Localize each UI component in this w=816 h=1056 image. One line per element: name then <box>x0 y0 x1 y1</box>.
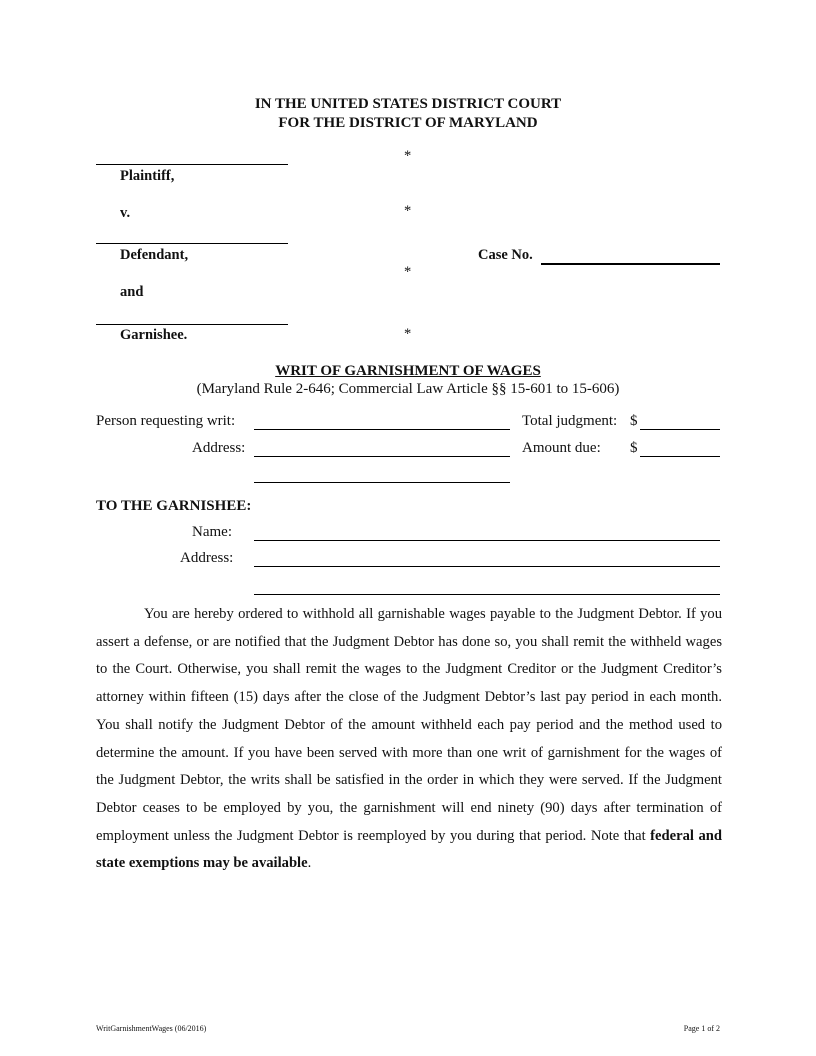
writ-title: WRIT OF GARNISHMENT OF WAGES <box>275 363 541 379</box>
defendant-name-line[interactable] <box>96 243 288 244</box>
garnishee-name-label: Name: <box>192 524 232 540</box>
dollar-sign: $ <box>630 440 638 456</box>
total-judgment-line[interactable] <box>640 429 720 430</box>
requester-address-line[interactable] <box>254 456 510 457</box>
garnishee-address-label: Address: <box>180 550 234 566</box>
order-paragraph <box>96 601 722 878</box>
garnishee-label: Garnishee. <box>120 327 188 343</box>
order-text: You are hereby ordered to withhold all garnishable wages payable to the Judgment Debtor. If you assert a defense, or are notified that the Judgment Debtor has done so, you shall remit the withheld wages to the Court. Otherwise, you shall remit the wages to the Judgment Creditor or the Judgment Creditor’s attorney within fifteen (15) days after the close of the Judgment Debtor’s last pay period in each month. You shall notify the Judgment Debtor of the amount withheld each pay period and the method used to determine the amount. If you have been served with more than one writ of garnishment for the wages of the Judgment Debtor, the writs shall be satisfied in the order in which they were served. If the Judgment Debtor ceases to be employed by you, the garnishment will end ninety (90) days after termination of employment unless the Judgment Debtor is reemployed by you during that period. Note that <box>96 606 722 844</box>
plaintiff-label: Plaintiff, <box>120 168 175 184</box>
requester-address-line-2[interactable] <box>254 482 510 483</box>
case-no-input-line[interactable] <box>541 263 720 265</box>
versus-label: v. <box>120 205 131 221</box>
to-garnishee-heading: TO THE GARNISHEE: <box>96 498 252 514</box>
defendant-label: Defendant, <box>120 247 189 263</box>
and-label: and <box>120 284 144 300</box>
court-heading-line2: FOR THE DISTRICT OF MARYLAND <box>278 115 538 131</box>
caption-asterisk: * <box>404 203 412 219</box>
court-heading-line1: IN THE UNITED STATES DISTRICT COURT <box>254 96 562 112</box>
caption-asterisk: * <box>404 264 412 280</box>
caption-asterisk: * <box>404 326 412 342</box>
person-requesting-line[interactable] <box>254 429 510 430</box>
amount-due-line[interactable] <box>640 456 720 457</box>
requester-address-label: Address: <box>192 440 246 456</box>
garnishee-name-line[interactable] <box>96 324 288 325</box>
paragraph-end: . <box>307 855 312 872</box>
garnishee-address-line[interactable] <box>254 566 720 567</box>
total-judgment-label: Total judgment: <box>522 413 618 429</box>
amount-due-label: Amount due: <box>522 440 601 456</box>
caption-asterisk: * <box>404 148 412 164</box>
footer-form-id: WritGarnishmentWages (06/2016) <box>96 1024 207 1033</box>
plaintiff-name-line[interactable] <box>96 164 288 165</box>
writ-subtitle: (Maryland Rule 2-646; Commercial Law Article §§ 15-601 to 15-606) <box>196 381 620 397</box>
exemptions-bold-text: federal and state exemptions may be available <box>96 827 722 872</box>
garnishee-address-line-2[interactable] <box>254 594 720 595</box>
garnishee-name-input-line[interactable] <box>254 540 720 541</box>
footer-page-number: Page 1 of 2 <box>683 1024 720 1033</box>
case-no-label: Case No. <box>478 247 533 263</box>
dollar-sign: $ <box>630 413 638 429</box>
person-requesting-label: Person requesting writ: <box>96 413 236 429</box>
